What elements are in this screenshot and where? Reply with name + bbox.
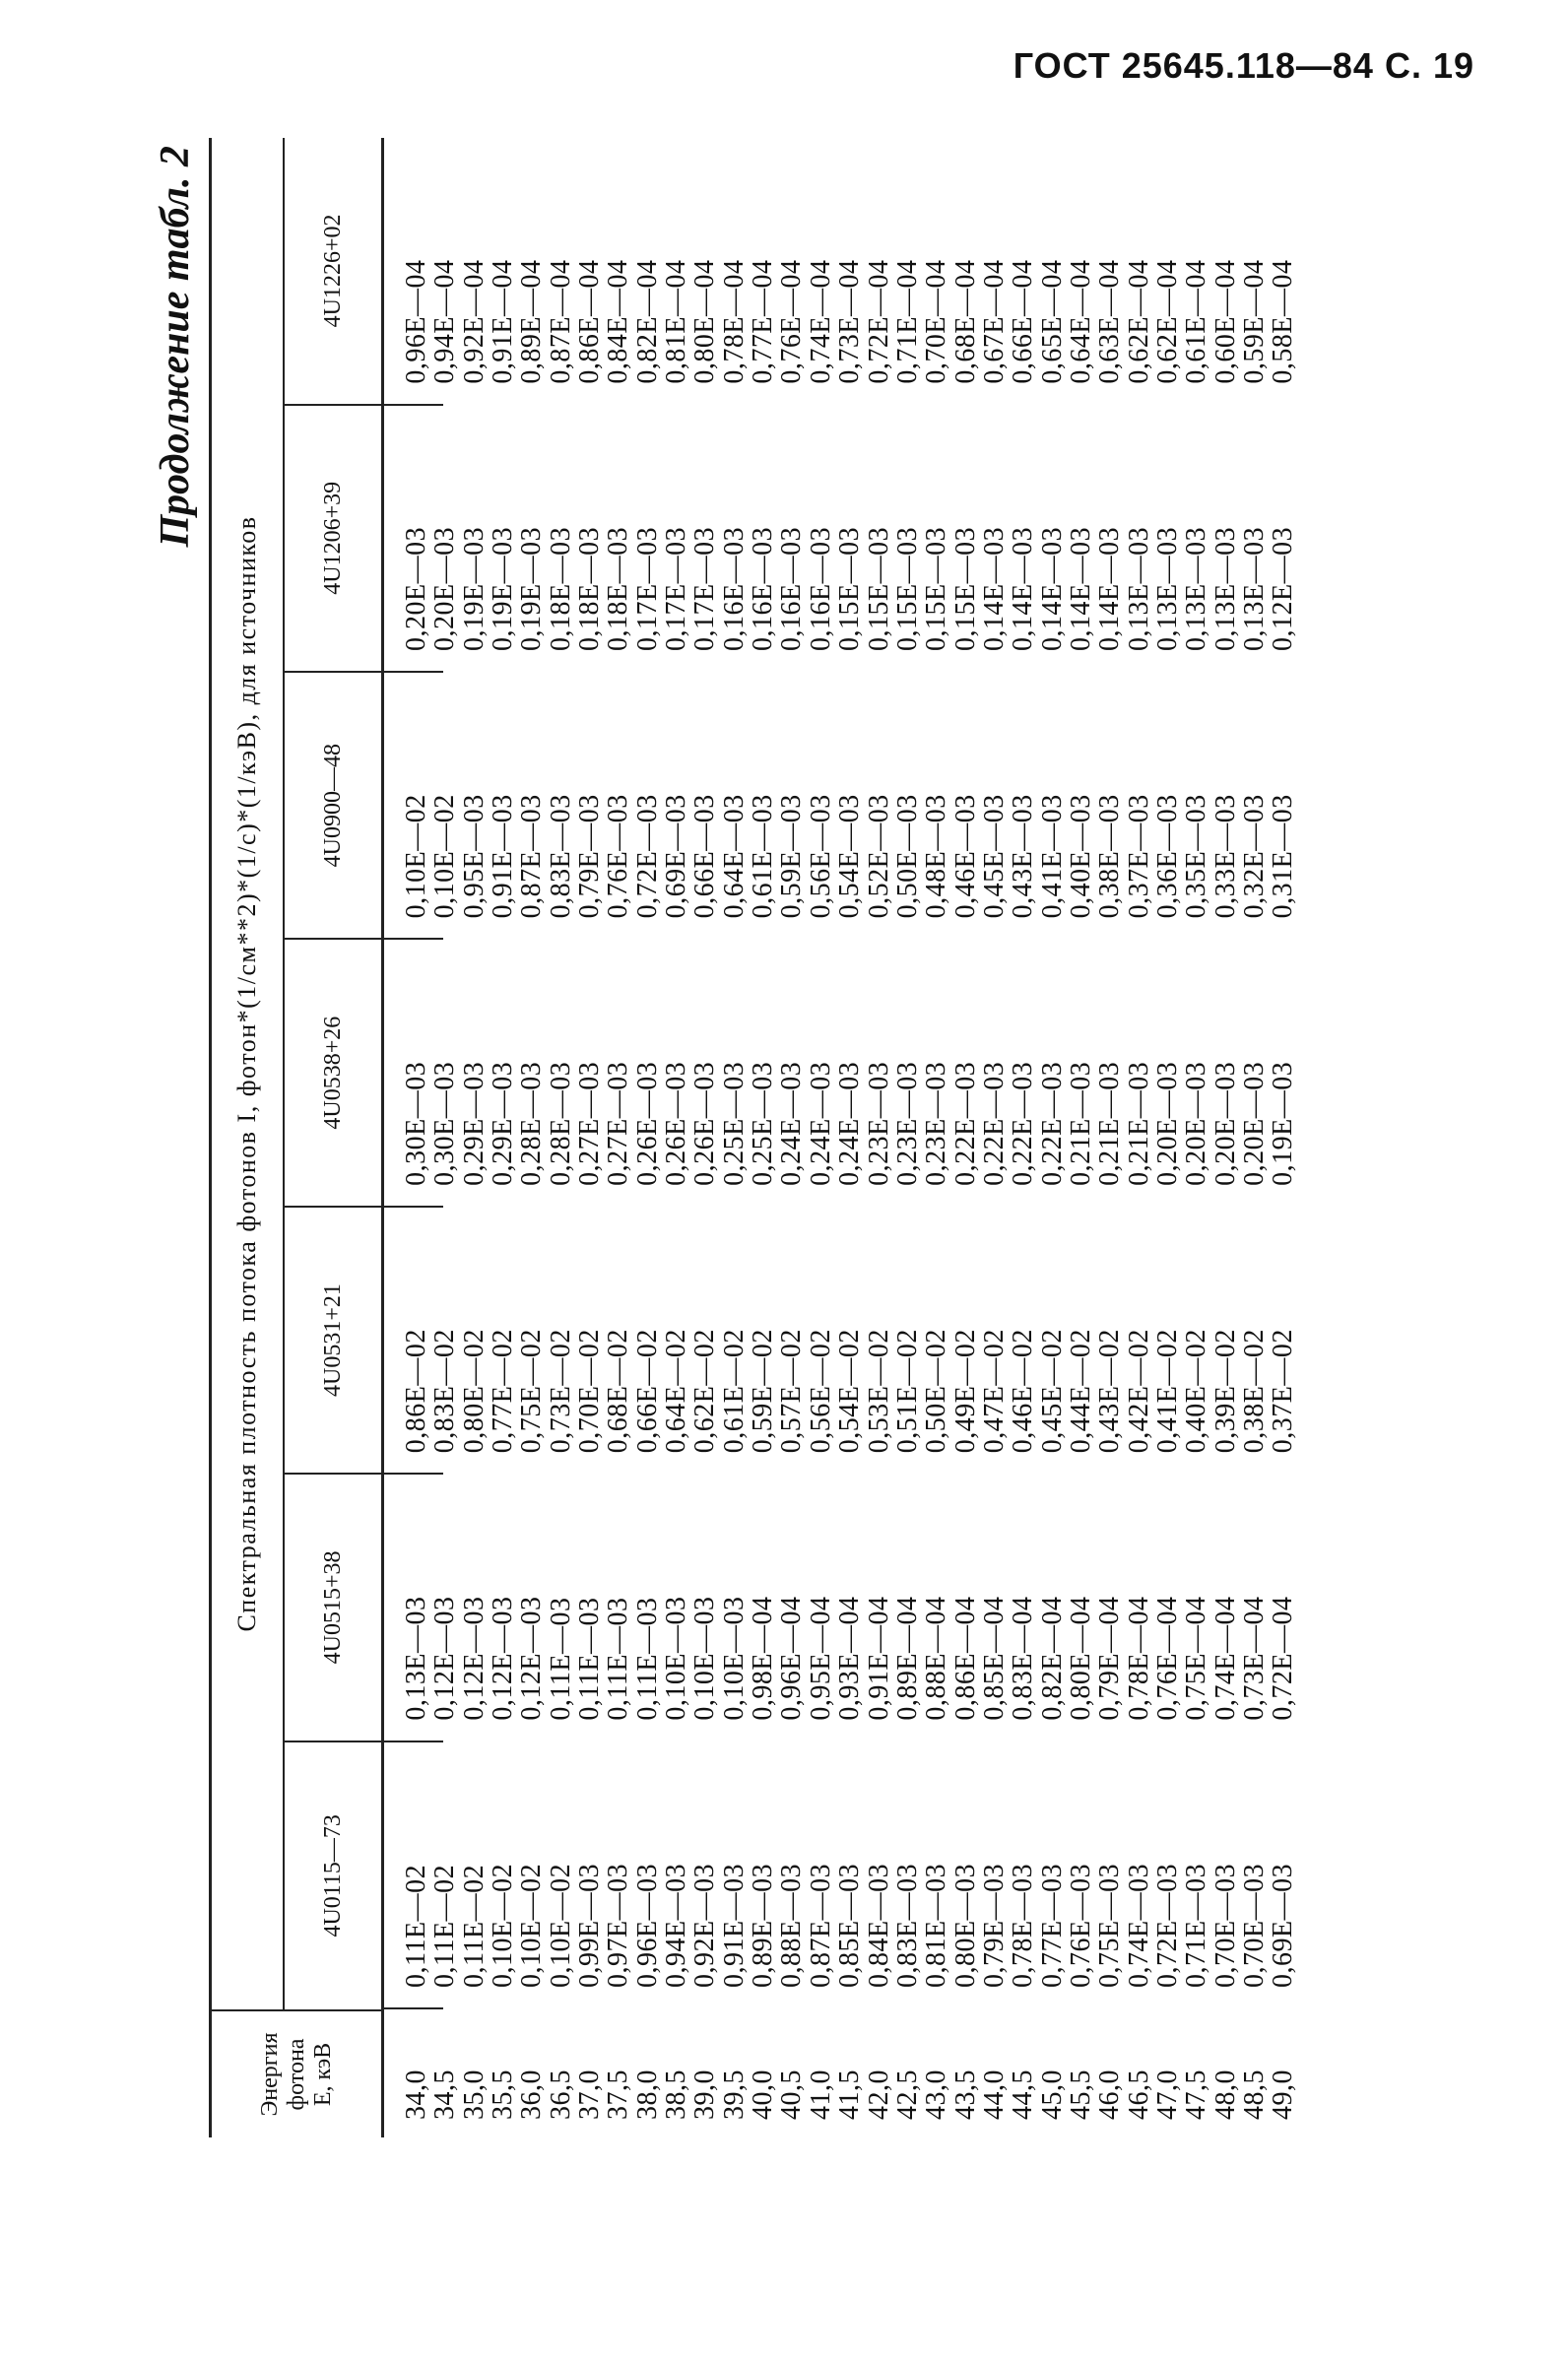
source-value-column bbox=[402, 940, 1298, 1185]
value-cell: 0,89E—04 bbox=[516, 259, 548, 384]
value-cell: 0,72E—03 bbox=[631, 794, 663, 919]
source-column-header: 4U0538+26 bbox=[285, 940, 381, 1207]
value-cell: 0,18E—03 bbox=[574, 526, 606, 651]
energy-cell: 48,0 bbox=[1209, 2069, 1241, 2120]
energy-cell: 46,5 bbox=[1123, 2069, 1154, 2120]
value-cell: 0,10E—03 bbox=[718, 1596, 750, 1721]
value-cell: 0,61E—02 bbox=[718, 1329, 750, 1454]
value-cell: 0,63E—04 bbox=[1094, 259, 1126, 384]
energy-cell: 38,5 bbox=[661, 2069, 692, 2120]
value-cell: 0,12E—03 bbox=[1268, 526, 1299, 651]
value-cell: 0,45E—03 bbox=[978, 794, 1010, 919]
value-cell: 0,80E—03 bbox=[949, 1863, 981, 1988]
value-cell: 0,11E—03 bbox=[574, 1597, 606, 1721]
value-cell: 0,10E—02 bbox=[488, 1863, 519, 1988]
value-cell: 0,25E—03 bbox=[718, 1061, 750, 1186]
value-cell: 0,43E—02 bbox=[1094, 1329, 1126, 1454]
value-cell: 0,13E—03 bbox=[1151, 526, 1183, 651]
value-cell: 0,14E—03 bbox=[978, 526, 1010, 651]
value-cell: 0,14E—03 bbox=[1036, 526, 1068, 651]
energy-cell: 34,5 bbox=[429, 2069, 461, 2120]
value-cell: 0,46E—03 bbox=[949, 794, 981, 919]
value-cell: 0,10E—02 bbox=[516, 1863, 548, 1988]
energy-cell: 45,0 bbox=[1036, 2069, 1068, 2120]
value-cell: 0,19E—03 bbox=[1268, 1061, 1299, 1186]
value-cell: 0,24E—03 bbox=[834, 1061, 866, 1186]
value-cell: 0,29E—03 bbox=[488, 1061, 519, 1186]
value-cell: 0,59E—03 bbox=[776, 794, 808, 919]
value-cell: 0,15E—03 bbox=[949, 526, 981, 651]
value-cell: 0,17E—03 bbox=[689, 526, 721, 651]
value-cell: 0,71E—04 bbox=[891, 259, 923, 384]
value-cell: 0,64E—04 bbox=[1065, 259, 1096, 384]
value-cell: 0,39E—02 bbox=[1209, 1329, 1241, 1454]
value-cell: 0,53E—02 bbox=[863, 1329, 894, 1454]
value-cell: 0,76E—04 bbox=[776, 259, 808, 384]
value-cell: 0,81E—03 bbox=[921, 1863, 952, 1988]
value-cell: 0,78E—03 bbox=[1008, 1863, 1039, 1988]
column-separator bbox=[384, 671, 443, 673]
value-cell: 0,73E—02 bbox=[545, 1329, 576, 1454]
value-cell: 0,56E—03 bbox=[805, 794, 836, 919]
value-cell: 0,83E—04 bbox=[1008, 1596, 1039, 1721]
value-cell: 0,20E—03 bbox=[401, 526, 431, 651]
value-cell: 0,54E—02 bbox=[834, 1329, 866, 1454]
energy-cell: 47,5 bbox=[1181, 2069, 1212, 2120]
table-body bbox=[384, 138, 1460, 2137]
value-cell: 0,22E—03 bbox=[978, 1061, 1010, 1186]
value-cell: 0,79E—03 bbox=[978, 1863, 1010, 1988]
value-cell: 0,89E—03 bbox=[748, 1863, 779, 1988]
energy-cell: 36,5 bbox=[545, 2069, 576, 2120]
energy-cell: 49,0 bbox=[1268, 2069, 1299, 2120]
value-cell: 0,26E—03 bbox=[689, 1061, 721, 1186]
value-cell: 0,91E—04 bbox=[488, 259, 519, 384]
source-column-header: 4U0900—48 bbox=[285, 673, 381, 940]
value-cell: 0,11E—03 bbox=[603, 1597, 634, 1721]
value-cell: 0,21E—03 bbox=[1065, 1061, 1096, 1186]
value-cell: 0,37E—03 bbox=[1123, 794, 1154, 919]
value-cell: 0,42E—02 bbox=[1123, 1329, 1154, 1454]
column-separator bbox=[384, 404, 443, 406]
energy-cell: 42,5 bbox=[891, 2069, 923, 2120]
value-cell: 0,75E—02 bbox=[516, 1329, 548, 1454]
value-cell: 0,22E—03 bbox=[1036, 1061, 1068, 1186]
value-cell: 0,32E—03 bbox=[1238, 794, 1270, 919]
value-cell: 0,87E—04 bbox=[545, 259, 576, 384]
value-cell: 0,91E—03 bbox=[718, 1863, 750, 1988]
value-cell: 0,94E—03 bbox=[661, 1863, 692, 1988]
value-cell: 0,82E—04 bbox=[1036, 1596, 1068, 1721]
column-separator bbox=[384, 1206, 443, 1208]
value-cell: 0,20E—03 bbox=[1181, 1061, 1212, 1186]
value-cell: 0,58E—04 bbox=[1268, 259, 1299, 384]
value-cell: 0,83E—03 bbox=[545, 794, 576, 919]
value-cell: 0,96E—04 bbox=[401, 259, 431, 384]
value-cell: 0,61E—03 bbox=[748, 794, 779, 919]
value-cell: 0,84E—03 bbox=[863, 1863, 894, 1988]
value-cell: 0,61E—04 bbox=[1181, 259, 1212, 384]
value-cell: 0,68E—04 bbox=[949, 259, 981, 384]
value-cell: 0,13E—03 bbox=[1123, 526, 1154, 651]
value-cell: 0,36E—03 bbox=[1151, 794, 1183, 919]
value-cell: 0,62E—02 bbox=[689, 1329, 721, 1454]
value-cell: 0,15E—03 bbox=[891, 526, 923, 651]
value-cell: 0,70E—03 bbox=[1209, 1863, 1241, 1988]
value-cell: 0,76E—04 bbox=[1151, 1596, 1183, 1721]
energy-cell: 40,5 bbox=[776, 2069, 808, 2120]
value-cell: 0,12E—03 bbox=[516, 1596, 548, 1721]
value-cell: 0,69E—03 bbox=[661, 794, 692, 919]
value-cell: 0,28E—03 bbox=[516, 1061, 548, 1186]
value-cell: 0,13E—03 bbox=[1181, 526, 1212, 651]
value-cell: 0,81E—04 bbox=[661, 259, 692, 384]
value-cell: 0,18E—03 bbox=[603, 526, 634, 651]
value-cell: 0,68E—02 bbox=[603, 1329, 634, 1454]
value-cell: 0,18E—03 bbox=[545, 526, 576, 651]
value-cell: 0,86E—04 bbox=[574, 259, 606, 384]
value-cell: 0,66E—03 bbox=[689, 794, 721, 919]
value-cell: 0,15E—03 bbox=[921, 526, 952, 651]
value-cell: 0,70E—02 bbox=[574, 1329, 606, 1454]
value-cell: 0,87E—03 bbox=[805, 1863, 836, 1988]
value-cell: 0,76E—03 bbox=[603, 794, 634, 919]
value-cell: 0,75E—03 bbox=[1094, 1863, 1126, 1988]
energy-cell: 43,5 bbox=[949, 2069, 981, 2120]
page-header: ГОСТ 25645.118—84 С. 19 bbox=[1013, 45, 1474, 86]
value-cell: 0,85E—03 bbox=[834, 1863, 866, 1988]
value-cell: 0,89E—04 bbox=[891, 1596, 923, 1721]
value-cell: 0,59E—02 bbox=[748, 1329, 779, 1454]
value-cell: 0,98E—04 bbox=[748, 1596, 779, 1721]
value-cell: 0,37E—02 bbox=[1268, 1329, 1299, 1454]
source-column-header: 4U0115—73 bbox=[320, 1814, 346, 1938]
value-cell: 0,14E—03 bbox=[1008, 526, 1039, 651]
energy-cell: 46,0 bbox=[1094, 2069, 1126, 2120]
value-cell: 0,13E—03 bbox=[1238, 526, 1270, 651]
value-cell: 0,22E—03 bbox=[1008, 1061, 1039, 1186]
value-cell: 0,77E—03 bbox=[1036, 1863, 1068, 1988]
value-cell: 0,30E—03 bbox=[429, 1061, 461, 1186]
value-cell: 0,33E—03 bbox=[1209, 794, 1241, 919]
value-cell: 0,86E—04 bbox=[949, 1596, 981, 1721]
value-cell: 0,70E—04 bbox=[921, 259, 952, 384]
value-cell: 0,72E—03 bbox=[1151, 1863, 1183, 1988]
value-cell: 0,20E—03 bbox=[1209, 1061, 1241, 1186]
value-cell: 0,11E—02 bbox=[401, 1864, 431, 1988]
value-cell: 0,80E—04 bbox=[1065, 1596, 1096, 1721]
value-cell: 0,51E—02 bbox=[891, 1329, 923, 1454]
value-cell: 0,73E—04 bbox=[834, 259, 866, 384]
value-cell: 0,26E—03 bbox=[631, 1061, 663, 1186]
value-cell: 0,14E—03 bbox=[1065, 526, 1096, 651]
source-column-header: 4U1206+39 bbox=[285, 406, 381, 673]
source-column-header: 4U0531+21 bbox=[285, 1208, 381, 1475]
value-cell: 0,94E—04 bbox=[429, 259, 461, 384]
value-cell: 0,72E—04 bbox=[1268, 1596, 1299, 1721]
value-cell: 0,70E—03 bbox=[1238, 1863, 1270, 1988]
value-cell: 0,44E—02 bbox=[1065, 1329, 1096, 1454]
value-cell: 0,16E—03 bbox=[805, 526, 836, 651]
value-cell: 0,91E—03 bbox=[488, 794, 519, 919]
value-cell: 0,62E—04 bbox=[1151, 259, 1183, 384]
column-separator bbox=[384, 2007, 443, 2009]
value-cell: 0,79E—04 bbox=[1094, 1596, 1126, 1721]
value-cell: 0,54E—03 bbox=[834, 794, 866, 919]
value-cell: 0,66E—02 bbox=[631, 1329, 663, 1454]
value-cell: 0,13E—03 bbox=[401, 1596, 431, 1721]
value-cell: 0,80E—02 bbox=[458, 1329, 490, 1454]
value-cell: 0,25E—03 bbox=[748, 1061, 779, 1186]
source-value-column bbox=[402, 1742, 1298, 1988]
energy-cell: 40,0 bbox=[748, 2069, 779, 2120]
value-cell: 0,93E—04 bbox=[834, 1596, 866, 1721]
value-cell: 0,49E—02 bbox=[949, 1329, 981, 1454]
energy-cell: 41,0 bbox=[805, 2069, 836, 2120]
value-cell: 0,38E—02 bbox=[1238, 1329, 1270, 1454]
energy-cell: 38,0 bbox=[631, 2069, 663, 2120]
value-cell: 0,23E—03 bbox=[891, 1061, 923, 1186]
value-cell: 0,30E—03 bbox=[401, 1061, 431, 1186]
value-cell: 0,78E—04 bbox=[1123, 1596, 1154, 1721]
value-cell: 0,29E—03 bbox=[458, 1061, 490, 1186]
source-value-column bbox=[402, 138, 1298, 383]
energy-cell: 47,0 bbox=[1151, 2069, 1183, 2120]
value-cell: 0,60E—04 bbox=[1209, 259, 1241, 384]
value-cell: 0,67E—04 bbox=[978, 259, 1010, 384]
energy-column bbox=[402, 2011, 1298, 2120]
value-cell: 0,56E—02 bbox=[805, 1329, 836, 1454]
table-header bbox=[212, 138, 384, 2137]
value-cell: 0,88E—03 bbox=[776, 1863, 808, 1988]
value-cell: 0,50E—03 bbox=[891, 794, 923, 919]
energy-cell: 44,0 bbox=[978, 2069, 1010, 2120]
value-cell: 0,40E—03 bbox=[1065, 794, 1096, 919]
value-cell: 0,95E—04 bbox=[805, 1596, 836, 1721]
value-cell: 0,43E—03 bbox=[1008, 794, 1039, 919]
value-cell: 0,45E—02 bbox=[1036, 1329, 1068, 1454]
value-cell: 0,84E—04 bbox=[603, 259, 634, 384]
source-value-column bbox=[402, 1475, 1298, 1720]
column-separator bbox=[384, 1741, 443, 1742]
value-cell: 0,92E—04 bbox=[458, 259, 490, 384]
value-cell: 0,16E—03 bbox=[718, 526, 750, 651]
value-cell: 0,87E—03 bbox=[516, 794, 548, 919]
value-cell: 0,11E—03 bbox=[545, 1597, 576, 1721]
value-cell: 0,74E—04 bbox=[1209, 1596, 1241, 1721]
value-cell: 0,80E—04 bbox=[689, 259, 721, 384]
value-cell: 0,97E—03 bbox=[603, 1863, 634, 1988]
energy-cell: 39,0 bbox=[689, 2069, 721, 2120]
value-cell: 0,77E—04 bbox=[748, 259, 779, 384]
value-cell: 0,21E—03 bbox=[1094, 1061, 1126, 1186]
value-cell: 0,76E—03 bbox=[1065, 1863, 1096, 1988]
source-column-header: 4U0515+38 bbox=[285, 1475, 381, 1741]
value-cell: 0,41E—02 bbox=[1151, 1329, 1183, 1454]
value-cell: 0,74E—04 bbox=[805, 259, 836, 384]
value-cell: 0,24E—03 bbox=[805, 1061, 836, 1186]
value-cell: 0,73E—04 bbox=[1238, 1596, 1270, 1721]
value-cell: 0,10E—02 bbox=[545, 1863, 576, 1988]
value-cell: 0,11E—03 bbox=[631, 1597, 663, 1721]
value-cell: 0,40E—02 bbox=[1181, 1329, 1212, 1454]
value-cell: 0,83E—02 bbox=[429, 1329, 461, 1454]
value-cell: 0,27E—03 bbox=[574, 1061, 606, 1186]
energy-cell: 48,5 bbox=[1238, 2069, 1270, 2120]
value-cell: 0,96E—03 bbox=[631, 1863, 663, 1988]
value-cell: 0,10E—03 bbox=[689, 1596, 721, 1721]
value-cell: 0,65E—04 bbox=[1036, 259, 1068, 384]
energy-cell: 37,0 bbox=[574, 2069, 606, 2120]
value-cell: 0,64E—03 bbox=[718, 794, 750, 919]
value-cell: 0,17E—03 bbox=[661, 526, 692, 651]
value-cell: 0,72E—04 bbox=[863, 259, 894, 384]
energy-cell: 36,0 bbox=[516, 2069, 548, 2120]
value-cell: 0,26E—03 bbox=[661, 1061, 692, 1186]
energy-header-line: фотона bbox=[283, 2038, 309, 2111]
energy-cell: 39,5 bbox=[718, 2069, 750, 2120]
value-cell: 0,10E—02 bbox=[429, 794, 461, 919]
value-cell: 0,52E—03 bbox=[863, 794, 894, 919]
table-caption: Продолжение табл. 2 bbox=[153, 146, 198, 548]
value-cell: 0,64E—02 bbox=[661, 1329, 692, 1454]
energy-cell: 35,0 bbox=[458, 2069, 490, 2120]
value-cell: 0,82E—04 bbox=[631, 259, 663, 384]
value-cell: 0,79E—03 bbox=[574, 794, 606, 919]
value-cell: 0,35E—03 bbox=[1181, 794, 1212, 919]
value-cell: 0,27E—03 bbox=[603, 1061, 634, 1186]
energy-cell: 43,0 bbox=[921, 2069, 952, 2120]
value-cell: 0,20E—03 bbox=[429, 526, 461, 651]
value-cell: 0,77E—02 bbox=[488, 1329, 519, 1454]
value-cell: 0,10E—03 bbox=[661, 1596, 692, 1721]
value-cell: 0,19E—03 bbox=[458, 526, 490, 651]
value-cell: 0,20E—03 bbox=[1238, 1061, 1270, 1186]
value-cell: 0,41E—03 bbox=[1036, 794, 1068, 919]
value-cell: 0,21E—03 bbox=[1123, 1061, 1154, 1186]
value-cell: 0,74E—03 bbox=[1123, 1863, 1154, 1988]
value-cell: 0,46E—02 bbox=[1008, 1329, 1039, 1454]
value-cell: 0,71E—03 bbox=[1181, 1863, 1212, 1988]
value-cell: 0,96E—04 bbox=[776, 1596, 808, 1721]
value-cell: 0,48E—03 bbox=[921, 794, 952, 919]
value-cell: 0,50E—02 bbox=[921, 1329, 952, 1454]
value-cell: 0,28E—03 bbox=[545, 1061, 576, 1186]
source-column-header: 4U1226+02 bbox=[285, 138, 381, 405]
value-cell: 0,99E—03 bbox=[574, 1863, 606, 1988]
value-cell: 0,75E—04 bbox=[1181, 1596, 1212, 1721]
energy-cell: 34,0 bbox=[401, 2069, 431, 2120]
energy-header-line: Энергия bbox=[256, 2032, 283, 2117]
column-separator bbox=[384, 1473, 443, 1475]
value-cell: 0,92E—03 bbox=[689, 1863, 721, 1988]
value-cell: 0,88E—04 bbox=[921, 1596, 952, 1721]
column-separator bbox=[384, 938, 443, 940]
value-cell: 0,16E—03 bbox=[748, 526, 779, 651]
value-cell: 0,17E—03 bbox=[631, 526, 663, 651]
value-cell: 0,15E—03 bbox=[834, 526, 866, 651]
value-cell: 0,13E—03 bbox=[1209, 526, 1241, 651]
value-cell: 0,15E—03 bbox=[863, 526, 894, 651]
value-cell: 0,78E—04 bbox=[718, 259, 750, 384]
value-cell: 0,31E—03 bbox=[1268, 794, 1299, 919]
value-cell: 0,12E—03 bbox=[429, 1596, 461, 1721]
value-cell: 0,11E—02 bbox=[429, 1864, 461, 1988]
value-cell: 0,91E—04 bbox=[863, 1596, 894, 1721]
value-cell: 0,86E—02 bbox=[401, 1329, 431, 1454]
value-cell: 0,12E—03 bbox=[488, 1596, 519, 1721]
value-cell: 0,95E—03 bbox=[458, 794, 490, 919]
value-cell: 0,38E—03 bbox=[1094, 794, 1126, 919]
value-cell: 0,24E—03 bbox=[776, 1061, 808, 1186]
value-cell: 0,59E—04 bbox=[1238, 259, 1270, 384]
value-cell: 0,19E—03 bbox=[516, 526, 548, 651]
energy-cell: 44,5 bbox=[1008, 2069, 1039, 2120]
value-cell: 0,10E—02 bbox=[401, 794, 431, 919]
value-cell: 0,69E—03 bbox=[1268, 1863, 1299, 1988]
value-cell: 0,23E—03 bbox=[921, 1061, 952, 1186]
value-cell: 0,85E—04 bbox=[978, 1596, 1010, 1721]
spectral-density-header: Спектральная плотность потока фотонов I, фотон*(1/см**2)*(1/с)*(1/кэВ), для источников bbox=[212, 138, 285, 2009]
value-cell: 0,20E—03 bbox=[1151, 1061, 1183, 1186]
source-value-column bbox=[402, 673, 1298, 918]
value-cell: 0,11E—02 bbox=[458, 1864, 490, 1988]
energy-cell: 42,0 bbox=[863, 2069, 894, 2120]
source-value-column bbox=[402, 406, 1298, 651]
value-cell: 0,14E—03 bbox=[1094, 526, 1126, 651]
energy-cell: 45,5 bbox=[1065, 2069, 1096, 2120]
value-cell: 0,16E—03 bbox=[776, 526, 808, 651]
value-cell: 0,62E—04 bbox=[1123, 259, 1154, 384]
value-cell: 0,19E—03 bbox=[488, 526, 519, 651]
value-cell: 0,57E—02 bbox=[776, 1329, 808, 1454]
energy-cell: 35,5 bbox=[488, 2069, 519, 2120]
value-cell: 0,12E—03 bbox=[458, 1596, 490, 1721]
rotated-table-block bbox=[140, 138, 1460, 2137]
spectral-density-table bbox=[209, 138, 1460, 2137]
value-cell: 0,47E—02 bbox=[978, 1329, 1010, 1454]
energy-column-header bbox=[212, 2009, 381, 2137]
value-cell: 0,23E—03 bbox=[863, 1061, 894, 1186]
value-cell: 0,22E—03 bbox=[949, 1061, 981, 1186]
value-cell: 0,66E—04 bbox=[1008, 259, 1039, 384]
energy-cell: 37,5 bbox=[603, 2069, 634, 2120]
value-cell: 0,83E—03 bbox=[891, 1863, 923, 1988]
energy-cell: 41,5 bbox=[834, 2069, 866, 2120]
source-value-column bbox=[402, 1208, 1298, 1453]
energy-header-line: E, кэВ bbox=[309, 2042, 336, 2107]
